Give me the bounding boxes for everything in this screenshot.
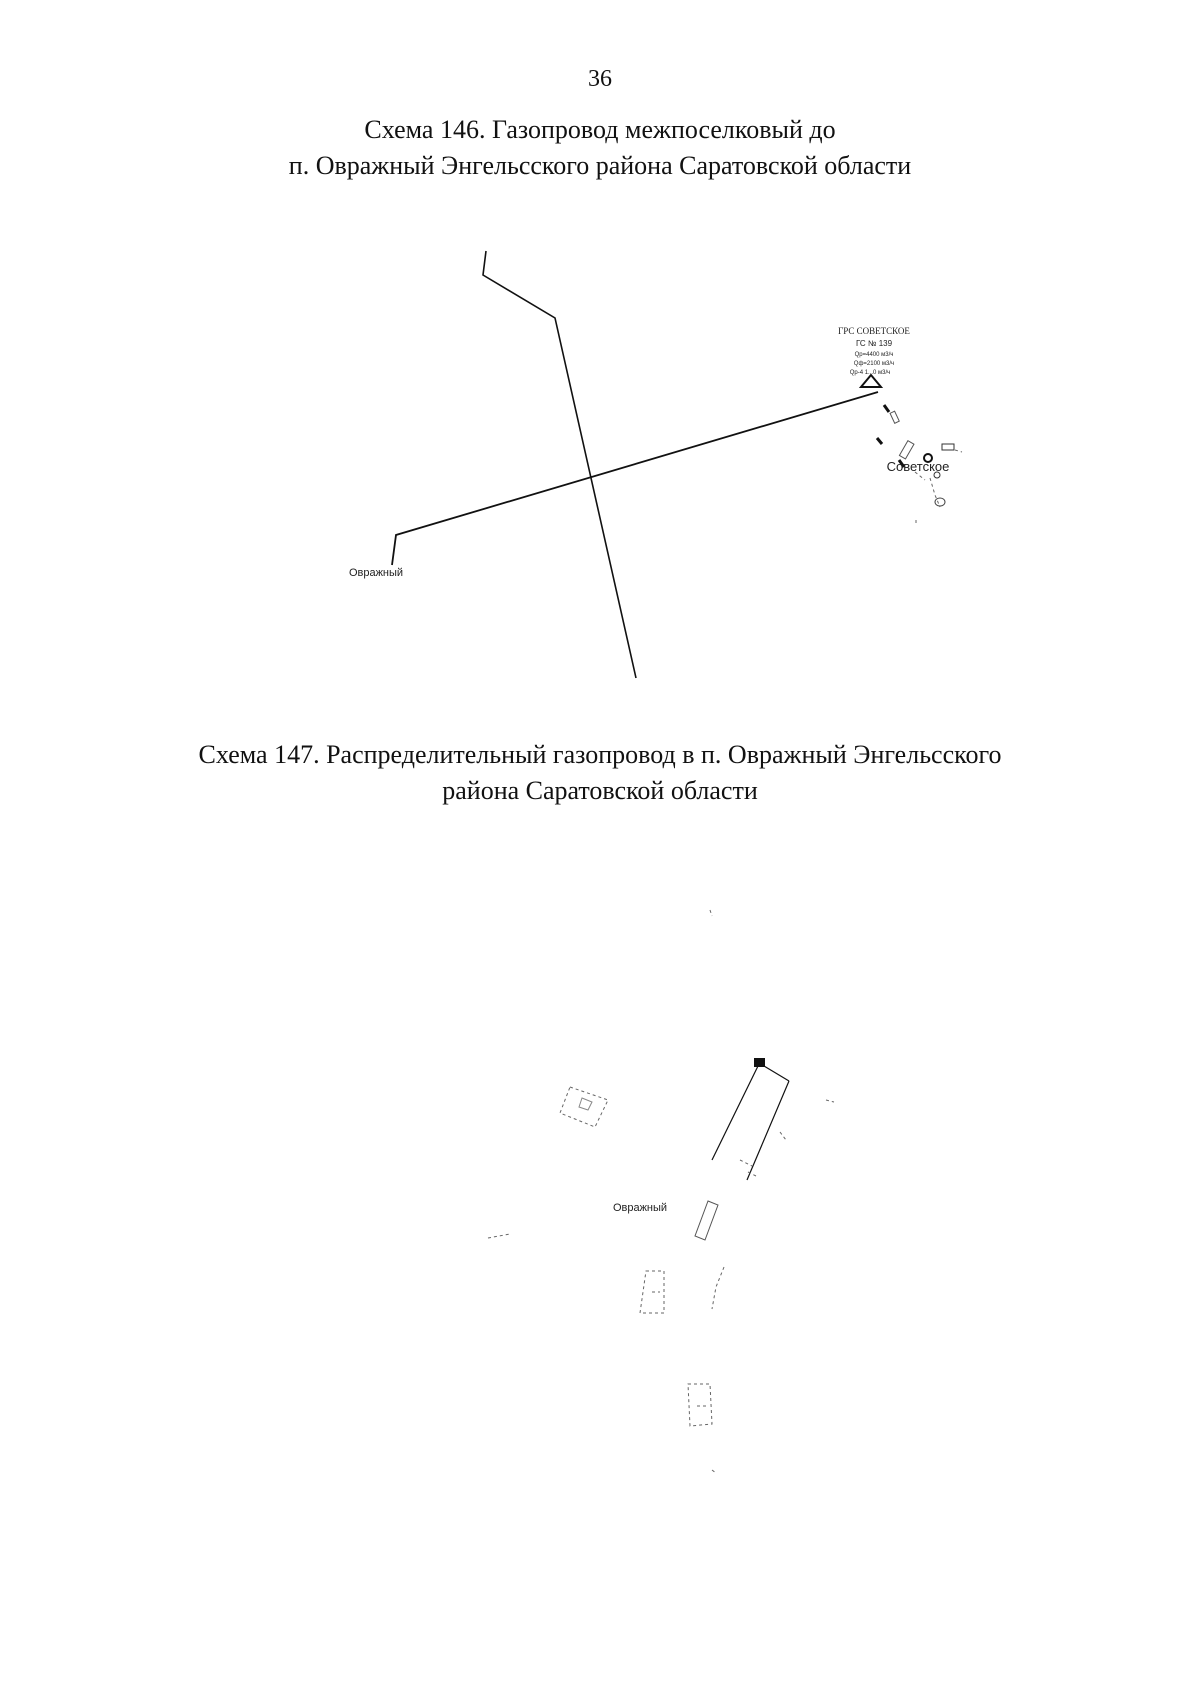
- grs-number-label: ГС № 139: [855, 339, 893, 348]
- grs-triangle-icon: [861, 375, 881, 387]
- settlement-sovetskoe-label: Советское: [886, 459, 950, 474]
- grs-title-label: ГРС СОВЕТСКОЕ: [838, 326, 910, 336]
- scheme-146-caption-line-1: Схема 146. Газопровод межпоселковый до: [364, 115, 836, 144]
- grs-capacity-label-1: Qp=4400 м3/ч: [854, 352, 894, 358]
- scheme-146-caption: [0, 112, 1200, 184]
- distribution-pipeline-east: [764, 1066, 789, 1081]
- distribution-pipeline-south: [747, 1081, 789, 1180]
- scheme-146-caption-line-2: п. Овражный Энгельсского района Саратовской области: [288, 151, 912, 180]
- scheme-147-caption-line-2: района Саратовской области: [442, 776, 758, 805]
- scheme-146-map: [0, 230, 1200, 690]
- distribution-pipeline-west: [712, 1066, 758, 1160]
- gas-pipeline-line: [392, 392, 878, 565]
- scheme-147-caption: [0, 737, 1200, 809]
- grs-capacity-label-2: Qф=2100 м3/ч: [853, 361, 895, 367]
- scheme-147-map: [0, 900, 1200, 1520]
- village-parcels: [488, 910, 834, 1473]
- road-line: [483, 251, 636, 678]
- scheme-147-caption-line-1: Схема 147. Распределительный газопровод в п. Овражный Энгельсского: [198, 740, 1002, 769]
- gas-regulator-point-icon: [754, 1058, 765, 1067]
- grs-capacity-label-3: Qр-4 1...0 м3/ч: [849, 370, 891, 376]
- village-ovrazhny-label: Овражный: [348, 567, 404, 579]
- village-ovrazhny-label-2: Овражный: [612, 1202, 668, 1214]
- page-number: 36: [588, 66, 612, 92]
